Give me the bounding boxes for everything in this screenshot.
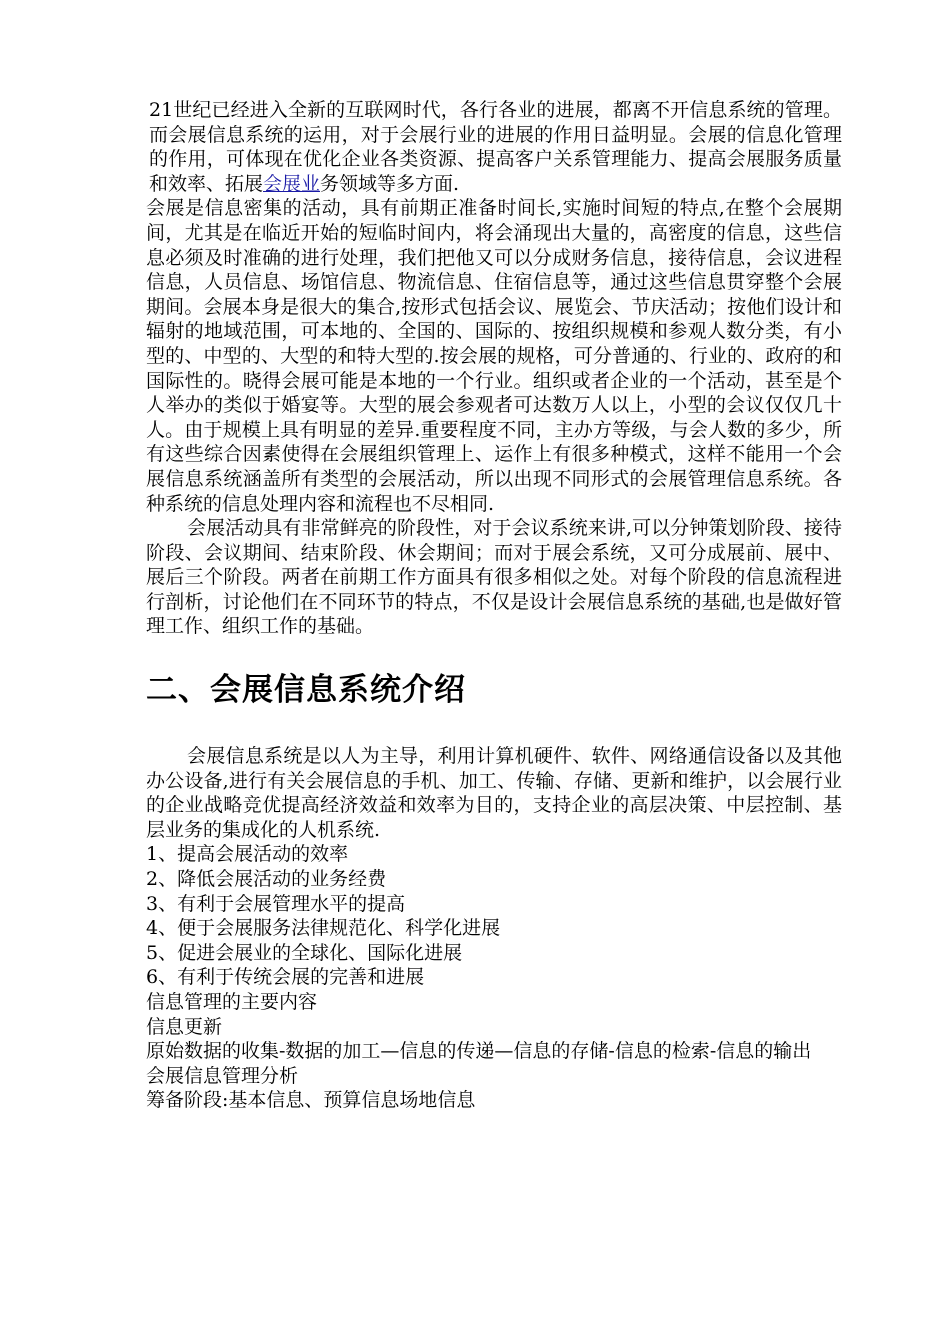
info-update-label: 信息更新 bbox=[146, 1015, 223, 1038]
intro-paragraph-2: 会展是信息密集的活动，具有前期正准备时间长,实施时间短的特点,在整个会展期间，尤其是在临近开始的短临时间内，将会涌现出大量的，高密度的信息，这些信息必须及时准确的进行处理，我们把他又可以分成财务信息，接待信息，会议进程信息，人员信息、场馆信息、物流信息、住宿信息等，通过这些信息贯穿整个会展期间。会展本身是很大的集合,按形式包括会议、展览会、节庆活动；按他们设计和辐射的地域范围，可本地的、全国的、国际的、按组织规模和参观人数分类，有小型的、中型的、大型的和特大型的.按会展的规格，可分普通的、行业的、政府的和国际性的。晓得会展可能是本地的一个行业。组织或者企业的一个活动，甚至是个人举办的类似于婚宴等。大型的展会参观者可达数万人以上，小型的会议仅仅几十人。由于规模上具有明显的差异.重要程度不同，主办方等级，与会人数的多少，所有这些综合因素使得在会展组织管理上、运作上有很多种模式，这样不能用一个会展信息系统涵盖所有类型的会展活动，所以出现不同形式的会展管理信息系统。各种系统的信息处理内容和流程也不尽相同. bbox=[146, 197, 842, 515]
list-item: 3、有利于会展管理水平的提高 bbox=[146, 892, 406, 915]
info-management-analysis-title: 会展信息管理分析 bbox=[146, 1064, 299, 1087]
section-2-paragraph-1: 会展信息系统是以人为主导，利用计算机硬件、软件、网络通信设备以及其他办公设备,进行有关会展信息的手机、加工、传输、存储、更新和维护，以会展行业的企业战略竞优提高经济效益和效率为目的，支持企业的高层决策、中层控制、基层业务的集成化的人机系统. bbox=[146, 745, 842, 841]
preparation-stage-text: 筹备阶段:基本信息、预算信息场地信息 bbox=[146, 1089, 476, 1112]
list-item: 5、促进会展业的全球化、国际化进展 bbox=[146, 941, 463, 964]
list-item: 4、便于会展服务法律规范化、科学化进展 bbox=[146, 917, 501, 940]
intro-paragraph-3: 会展活动具有非常鲜亮的阶段性，对于会议系统来讲,可以分钟策划阶段、接待阶段、会议期间、结束阶段、休会期间；而对于展会系统，又可分成展前、展中、展后三个阶段。两者在前期工作方面具有很多相似之处。对每个阶段的信息流程进行剖析，讨论他们在不同环节的特点，不仅是设计会展信息系统的基础,也是做好管理工作、组织工作的基础。 bbox=[146, 517, 842, 638]
list-item: 6、有利于传统会展的完善和进展 bbox=[146, 966, 425, 989]
info-flow-text: 原始数据的收集-数据的加工—信息的传递—信息的存储-信息的检索-信息的输出 bbox=[146, 1040, 812, 1063]
exhibition-industry-link[interactable]: 会展业 bbox=[263, 172, 321, 195]
intro-paragraph-1 bbox=[146, 98, 842, 196]
benefit-list bbox=[146, 842, 842, 990]
document-page bbox=[146, 98, 842, 1113]
section-2-heading: 二、会展信息系统介绍 bbox=[146, 672, 466, 709]
info-management-content-title: 信息管理的主要内容 bbox=[146, 991, 318, 1013]
intro-p1-text-before: 21世纪已经进入全新的互联网时代，各行各业的进展，都离不开信息系统的管理。而会展信息系统的运用，对于会展行业的进展的作用日益明显。会展的信息化管理的作用，可体现在优化企业各类资源、提高客户关系管理能力、提高会展服务质量和效率、拓展 bbox=[149, 99, 842, 195]
heading-spacer bbox=[146, 718, 842, 744]
list-item: 1、提高会展活动的效率 bbox=[146, 843, 349, 866]
list-item: 2、降低会展活动的业务经费 bbox=[146, 868, 387, 891]
intro-p1-text-after: 务领域等多方面. bbox=[320, 172, 460, 195]
